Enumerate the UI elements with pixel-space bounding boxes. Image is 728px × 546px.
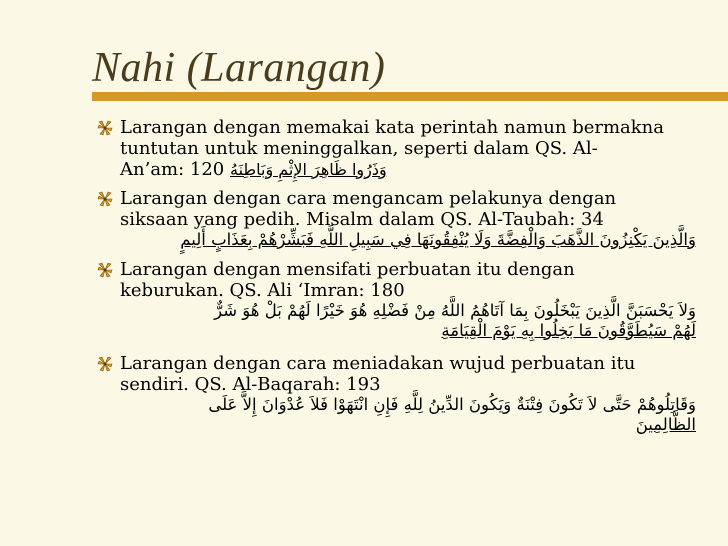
leaf-bullet-icon <box>96 355 114 373</box>
title-underline-rule <box>92 92 728 101</box>
item-text: Larangan dengan memakai kata perintah namun bermakna tuntutan untuk meninggalkan, seperti dalam QS. Al- An’am: 120 <box>120 117 664 180</box>
item-arabic-line-2: لَهُمْ سَيُطَوَّقُونَ مَا بَخِلُوا بِهِ يَوْمَ الْقِيَامَةِ <box>441 321 696 340</box>
item-arabic-line-1: وَقَاتِلُوهُمْ حَتَّى لاَ تَكُونَ فِتْنَةٌ وَيَكُونَ الدِّينُ لِلَّهِ فَإِنِ انْتَهَوْا فَلاَ عُدْوَانَ إِلاَّ عَلَى <box>208 395 696 414</box>
leaf-bullet-icon <box>96 190 114 208</box>
item-text: Larangan dengan mensifati perbuatan itu dengan keburukan. QS. Ali ‘Imran: 180 <box>120 259 575 301</box>
list-item <box>96 117 696 180</box>
item-arabic: وَذَرُوا ظَاهِرَ الإِثْمِ وَبَاطِنَهُ <box>229 160 387 179</box>
item-arabic: وَالَّذِينَ يَكْنِزُونَ الذَّهَبَ وَالْفِضَّةَ وَلَا يُنْفِقُونَهَا فِي سَبِيلِ اللَّهِ فَبَشِّرْهُمْ بِعَذَابٍ أَلِيمٍ <box>180 230 696 249</box>
leaf-bullet-icon <box>96 261 114 279</box>
item-arabic-line-1: وَلاَ يَحْسَبَنَّ الَّذِينَ يَبْخَلُونَ بِمَا آتَاهُمُ اللَّهُ مِنْ فَضْلِهِ هُوَ خَيْرًا لَهُمْ بَلْ هُوَ شَرٌّ <box>214 301 696 320</box>
slide-title: Nahi (Larangan) <box>92 45 386 91</box>
leaf-bullet-icon <box>96 119 114 137</box>
list-item <box>96 353 696 435</box>
list-item <box>96 188 696 250</box>
bullet-list <box>96 117 696 435</box>
list-item <box>96 259 696 341</box>
item-text: Larangan dengan cara mengancam pelakunya dengan siksaan yang pedih. Misalm dalam QS. Al-Taubah: 34 <box>120 188 617 230</box>
item-text: Larangan dengan cara meniadakan wujud perbuatan itu sendiri. QS. Al-Baqarah: 193 <box>120 353 636 395</box>
item-arabic-line-2: الظَّالِمِينَ <box>635 415 696 434</box>
